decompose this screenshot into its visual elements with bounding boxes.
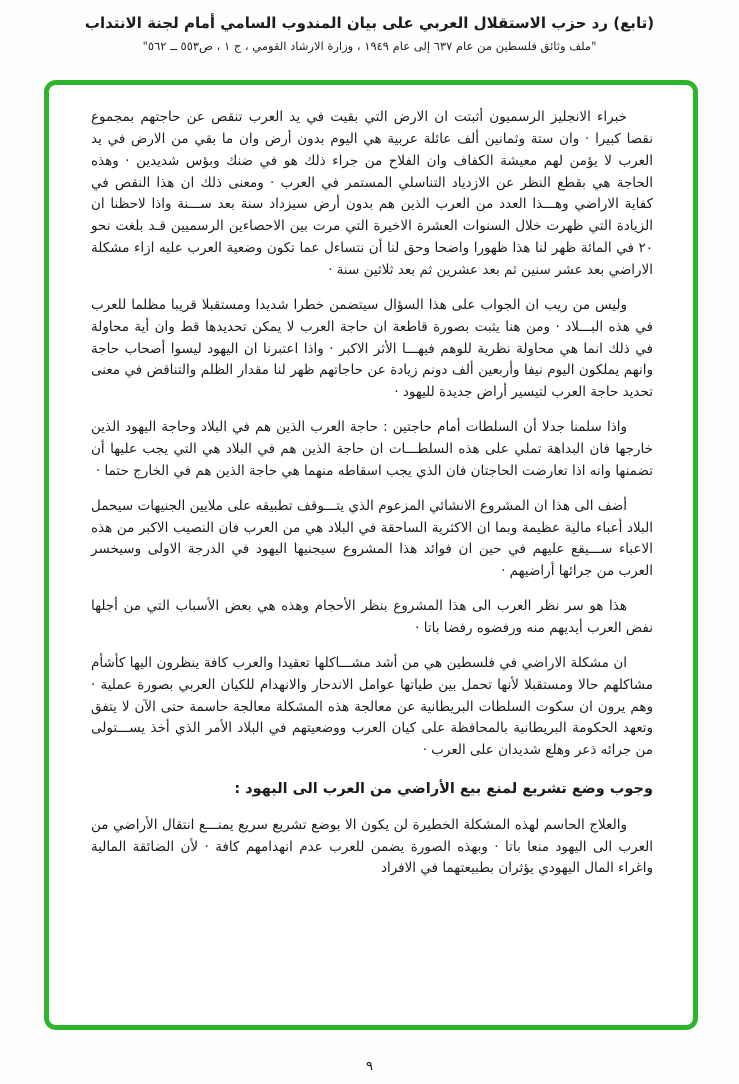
paragraph-6: ان مشكلة الاراضي في فلسطين هي من أشد مشـــاكلها تعقيدا والعرب كافة ينظرون اليها كأشأم مشاكلهم حالا ومستقبلا لأنها تحمل بين طياتها عوامل الاندحار والانهدام للكيان العربي بصورة عملية · وهم يرون ان سكوت السلطات البريطانية عن معالجة هذه المشكلة معالجة حاسمة حتى الآن لا يتفق وتعهد الحكومة البريطانية بالمحافظة على كيان العرب ووضعيتهم في البلاد الأمر الذي أخذ يســـتولى من جرائه ذعر وهلع شديدان على العرب ·: [91, 654, 653, 759]
paragraph-5: هذا هو سر نظر العرب الى هذا المشروع بنظر الأحجام وهذه هي بعض الأسباب التي من أجلها نفض العرب أيديهم منه ورفضوه رفضا باتا ·: [91, 598, 653, 637]
paragraph-4: أضف الى هذا ان المشروع الانشائي المزعوم الذي يتـــوقف تطبيقه على ملايين الجنيهات سيحمل البلاد أعباء مالية عظيمة وبما ان الاكثرية الساحقة في البلاد هي من العرب فان النصيب الاكبر من هذه الاعباء ســـيقع عليهم في حين ان فوائد هذا المشروع سيجنيها اليهود في الدرجة الاولى وسيخسر العرب من جرائها أراضيهم ·: [91, 497, 653, 580]
document-header: [0, 0, 739, 53]
body-text: [49, 85, 693, 1025]
closing-section: [91, 815, 653, 881]
paragraph-1: خبراء الانجليز الرسميون أثبتت ان الارض التي بقيت في يد العرب تنقص عن حاجتهم بمجموع نقصا كبيرا · وان ستة وثمانين ألف عائلة عربية هي اليوم بدون أرض وان ما بقي من الارض في يد العرب لا يؤمن لهم معيشة الكفاف وان الفلاح من جراء ذلك هو في ضنك وبؤس شديدين · وهذه الحاجة هي بقطع النظر عن الازدياد التناسلي المستمر في العرب · ومعنى ذلك ان هذا النقص في كفاية الاراضي وهـــذا العدد من العرب الذين هم بدون أرض سيزداد سنة بعد ســـنة واذا لاحظنا ان الزيادة التي ظهرت خلال السنوات العشرة الاخيرة التي مرت بين الاحصاءين الرسميين قـد بلغت نحو ٢٠ في المائة ظهر لنا هذا ظهورا واضحا وحق لنا أن نتساءل عما تكون وضعية العرب عليه ازاء مشكلة الاراضي بعد عشر سنين ثم بعد عشرين ثم بعد ثلاثين سنة ·: [91, 109, 653, 279]
section-heading: وجوب وضع تشريع لمنع بيع الأراضي من العرب الى اليهود :: [234, 781, 653, 798]
document-source-citation: "ملف وثائق فلسطين من عام ٦٣٧ إلى عام ١٩٤٩ ، وزارة الارشاد القومي ، ج ١ ، ص٥٥٣ ــ ٥٦٢": [142, 39, 597, 53]
green-border-frame: [44, 80, 698, 1030]
document-title: (تابع) رد حزب الاستقلال العربي على بيان المندوب السامي أمام لجنة الانتداب: [84, 14, 655, 32]
page-number: ٩: [366, 1059, 373, 1074]
paragraph-7: والعلاج الحاسم لهذه المشكلة الخطيرة لن يكون الا بوضع تشريع سريع يمنـــع انتقال الأراضي من العرب الى اليهود منعا باتا · وبهذه الصورة يضمن للعرب عدم انهدامهم كافة · لأن الضائقة المالية واغراء المال اليهودي يؤثران بطبيعتهما في الافراد: [91, 816, 653, 877]
paragraph-2: وليس من ريب ان الجواب على هذا السؤال سيتضمن خطرا شديدا ومستقبلا قريبا مظلما للعرب في هذه البـــلاد · ومن هنا يثبت بصورة قاطعة ان حاجة العرب لا يمكن تحديدها قط وان أية محاولة في ذلك انما هي محاولة نظرية للوهم فيهـــا الأثر الاكبر · واذا اعتبرنا ان اليهود ليسوا أصحاب حاجة وانهم يملكون اليوم نيفا وأربعين ألف دونم زيادة عن حاجاتهم ظهر لنا مقدار الظلم والتناقض في معنى تحديد حاجة العرب لتيسير أراض جديدة لليهود ·: [91, 296, 653, 401]
paragraph-3: واذا سلمنا جدلا أن السلطات أمام حاجتين : حاجة العرب الذين هم في البلاد وحاجة اليهود الذين خارجها فان البداهة تملي على هذه السلطـــات ان حاجة الذين هم في البلاد هي التي يجب عليها أن تضمنها وانه اذا تعارضت الحاجتان فان الذي يجب اسقاطه منهما هي حاجة الذين هم في الخارج حتما ·: [91, 419, 653, 479]
